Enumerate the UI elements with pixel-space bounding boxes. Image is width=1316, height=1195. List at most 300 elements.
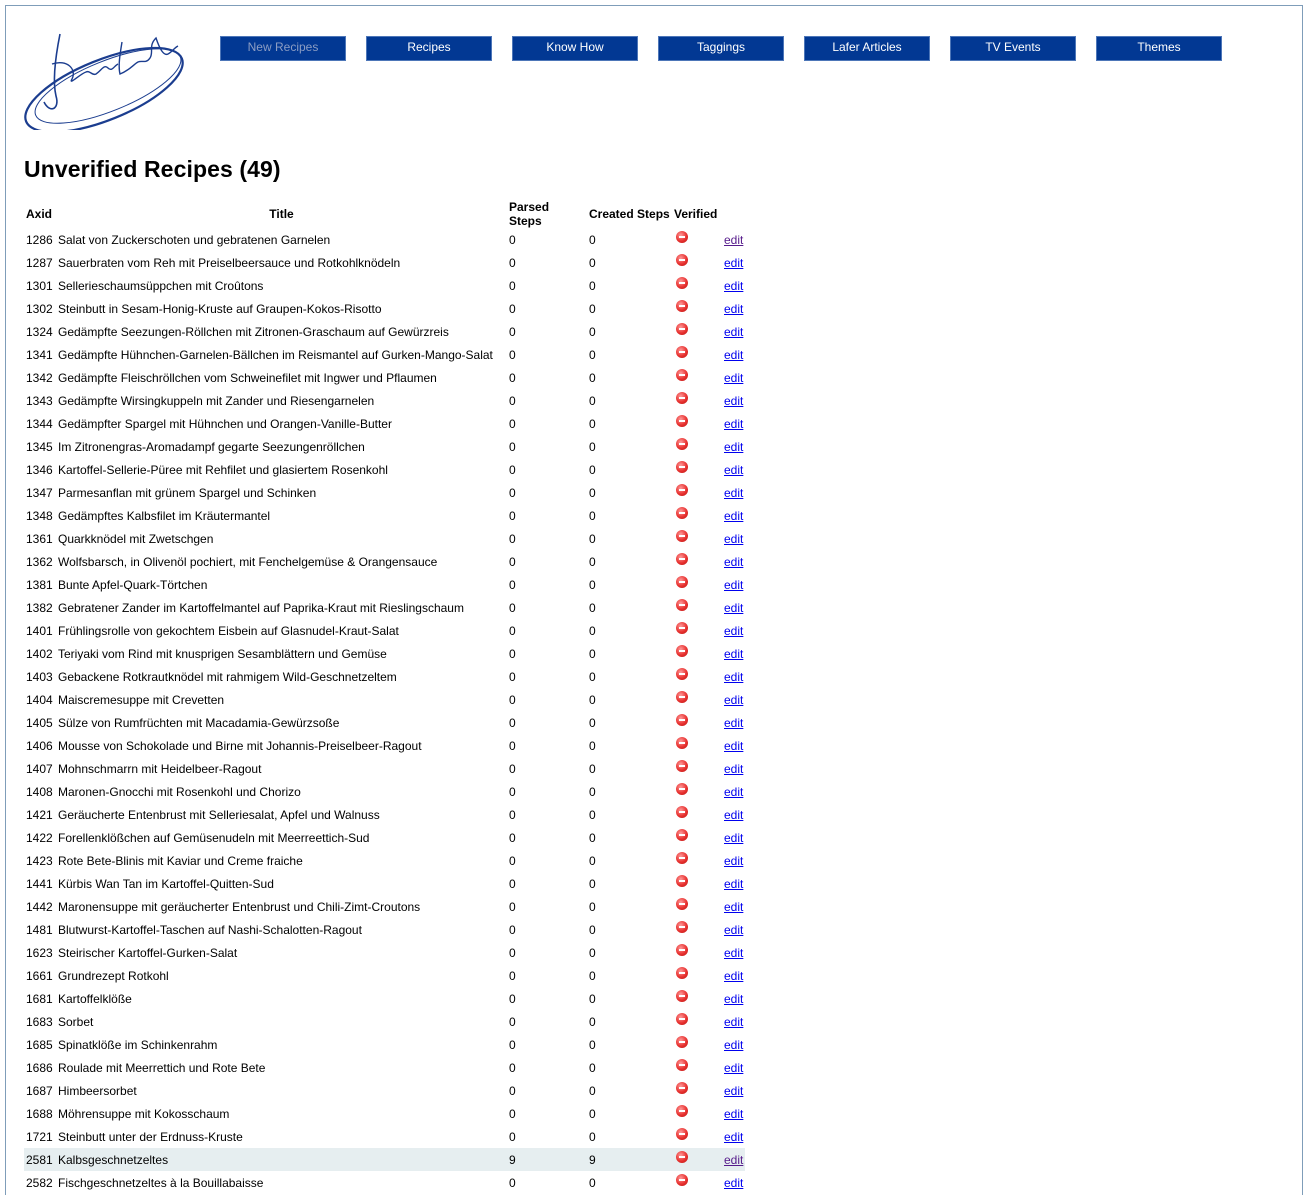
cell-parsed-steps: 0	[509, 899, 516, 914]
edit-link[interactable]: edit	[724, 1175, 744, 1190]
cell-title: Sellerieschaumsüppchen mit Croûtons	[58, 278, 264, 293]
not-verified-icon	[676, 300, 688, 312]
cell-verified	[672, 1010, 720, 1033]
cell-axid: 1361	[26, 531, 53, 546]
cell-created-steps: 0	[589, 600, 596, 615]
edit-link[interactable]: edit	[724, 646, 744, 661]
edit-link[interactable]: edit	[724, 1129, 744, 1144]
not-verified-icon	[676, 829, 688, 841]
cell-action	[720, 941, 745, 964]
cell-axid: 1342	[26, 370, 53, 385]
not-verified-icon	[676, 530, 688, 542]
cell-title: Steinbutt in Sesam-Honig-Kruste auf Graupen-Kokos-Risotto	[58, 301, 382, 316]
column-header-title: Title	[269, 207, 294, 221]
cell-verified	[672, 711, 720, 734]
column-header-parsed-steps: Parsed Steps	[509, 200, 550, 228]
cell-created-steps: 0	[589, 508, 596, 523]
cell-parsed-steps: 0	[509, 232, 516, 247]
table-row	[24, 1079, 745, 1102]
cell-title: Maiscremesuppe mit Crevetten	[58, 692, 225, 707]
cell-created-steps: 0	[589, 416, 596, 431]
edit-link[interactable]: edit	[724, 1106, 744, 1121]
cell-axid: 1345	[26, 439, 53, 454]
cell-parsed-steps: 0	[509, 301, 516, 316]
column-header-actions	[720, 200, 745, 228]
cell-action	[720, 297, 745, 320]
cell-title: Sauerbraten vom Reh mit Preiselbeersauce und Rotkohlknödeln	[58, 255, 401, 270]
cell-title: Maronen-Gnocchi mit Rosenkohl und Chorizo	[58, 784, 301, 799]
not-verified-icon	[676, 990, 688, 1002]
not-verified-icon	[676, 691, 688, 703]
not-verified-icon	[676, 231, 688, 243]
cell-action	[720, 435, 745, 458]
cell-verified	[672, 251, 720, 274]
cell-verified	[672, 780, 720, 803]
cell-created-steps: 0	[589, 899, 596, 914]
cell-title: Gedämpfte Fleischröllchen vom Schweinefilet mit Ingwer und Pflaumen	[58, 370, 437, 385]
table-row	[24, 251, 745, 274]
cell-action	[720, 366, 745, 389]
cell-parsed-steps: 0	[509, 1037, 516, 1052]
table-row	[24, 228, 745, 251]
edit-link[interactable]: edit	[724, 255, 744, 270]
table-row	[24, 1102, 745, 1125]
cell-axid: 1344	[26, 416, 53, 431]
cell-parsed-steps: 0	[509, 462, 516, 477]
not-verified-icon	[676, 1013, 688, 1025]
edit-link[interactable]: edit	[724, 1060, 744, 1075]
cell-verified	[672, 366, 720, 389]
cell-parsed-steps: 0	[509, 876, 516, 891]
cell-created-steps: 0	[589, 945, 596, 960]
edit-link[interactable]: edit	[724, 554, 744, 569]
cell-created-steps: 0	[589, 554, 596, 569]
edit-link[interactable]: edit	[724, 968, 744, 983]
cell-parsed-steps: 0	[509, 508, 516, 523]
edit-link[interactable]: edit	[724, 370, 744, 385]
cell-verified	[672, 987, 720, 1010]
cell-verified	[672, 665, 720, 688]
cell-verified	[672, 596, 720, 619]
edit-link[interactable]: edit	[724, 485, 744, 500]
nav-taggings[interactable]: Taggings	[658, 36, 784, 61]
cell-created-steps: 0	[589, 991, 596, 1006]
cell-verified	[672, 504, 720, 527]
cell-parsed-steps: 0	[509, 1060, 516, 1075]
cell-axid: 1422	[26, 830, 53, 845]
cell-parsed-steps: 0	[509, 255, 516, 270]
table-row	[24, 941, 745, 964]
table-row	[24, 412, 745, 435]
cell-axid: 1408	[26, 784, 53, 799]
edit-link[interactable]: edit	[724, 738, 744, 753]
cell-action	[720, 872, 745, 895]
cell-created-steps: 0	[589, 646, 596, 661]
table-row	[24, 274, 745, 297]
cell-created-steps: 0	[589, 1175, 596, 1190]
not-verified-icon	[676, 1059, 688, 1071]
cell-created-steps: 0	[589, 370, 596, 385]
cell-verified	[672, 849, 720, 872]
cell-created-steps: 0	[589, 1129, 596, 1144]
cell-verified	[672, 389, 720, 412]
edit-link[interactable]: edit	[724, 922, 744, 937]
edit-link[interactable]: edit	[724, 899, 744, 914]
cell-title: Kalbsgeschnetzeltes	[56, 1148, 507, 1171]
table-row	[24, 435, 745, 458]
table-row	[24, 1056, 745, 1079]
cell-verified	[672, 757, 720, 780]
cell-axid: 1324	[26, 324, 53, 339]
cell-title: Maronensuppe mit geräucherter Entenbrust und Chili-Zimt-Croutons	[58, 899, 421, 914]
not-verified-icon	[676, 898, 688, 910]
cell-axid: 1402	[26, 646, 53, 661]
cell-parsed-steps: 0	[509, 577, 516, 592]
cell-parsed-steps: 0	[509, 324, 516, 339]
cell-verified	[672, 734, 720, 757]
cell-action	[720, 1056, 745, 1079]
cell-title: Gedämpfte Seezungen-Röllchen mit Zitronen-Graschaum auf Gewürzreis	[58, 324, 449, 339]
cell-created-steps: 0	[589, 232, 596, 247]
edit-link[interactable]: edit	[724, 462, 744, 477]
edit-link[interactable]: edit	[724, 945, 744, 960]
cell-parsed-steps: 0	[509, 784, 516, 799]
table-row	[24, 550, 745, 573]
cell-axid: 1441	[26, 876, 53, 891]
not-verified-icon	[676, 622, 688, 634]
edit-link[interactable]: edit	[724, 807, 744, 822]
not-verified-icon	[676, 507, 688, 519]
cell-parsed-steps: 0	[509, 623, 516, 638]
cell-action	[720, 389, 745, 412]
cell-axid: 1687	[26, 1083, 53, 1098]
cell-title: Kürbis Wan Tan im Kartoffel-Quitten-Sud	[58, 876, 274, 891]
cell-action	[720, 1125, 745, 1148]
edit-link[interactable]: edit	[724, 324, 744, 339]
cell-created-steps: 0	[589, 1014, 596, 1029]
edit-link[interactable]: edit	[724, 715, 744, 730]
edit-link[interactable]: edit	[724, 669, 744, 684]
cell-action	[720, 642, 745, 665]
cell-parsed-steps: 0	[509, 761, 516, 776]
not-verified-icon	[676, 737, 688, 749]
cell-axid: 1287	[26, 255, 53, 270]
not-verified-icon	[676, 944, 688, 956]
table-row	[24, 642, 745, 665]
cell-title: Sorbet	[58, 1014, 94, 1029]
table-row	[24, 1010, 745, 1033]
cell-axid: 1401	[26, 623, 53, 638]
cell-parsed-steps: 0	[509, 278, 516, 293]
cell-verified	[672, 1125, 720, 1148]
cell-parsed-steps: 0	[509, 1129, 516, 1144]
table-row	[24, 895, 745, 918]
cell-axid: 1301	[26, 278, 53, 293]
cell-created-steps: 0	[589, 876, 596, 891]
edit-link[interactable]: edit	[724, 784, 744, 799]
not-verified-icon	[676, 783, 688, 795]
cell-verified	[672, 435, 720, 458]
cell-axid: 1405	[26, 715, 53, 730]
cell-axid: 1403	[26, 669, 53, 684]
cell-axid: 1343	[26, 393, 53, 408]
cell-action	[720, 1010, 745, 1033]
cell-created-steps: 0	[589, 1037, 596, 1052]
johann-lafer-signature-logo[interactable]	[22, 24, 192, 130]
cell-axid: 1302	[26, 301, 53, 316]
table-row	[24, 711, 745, 734]
not-verified-icon	[676, 875, 688, 887]
edit-link[interactable]: edit	[724, 577, 744, 592]
cell-created-steps: 0	[589, 738, 596, 753]
not-verified-icon	[676, 415, 688, 427]
cell-verified	[672, 297, 720, 320]
cell-action	[720, 688, 745, 711]
cell-axid: 1406	[26, 738, 53, 753]
edit-link[interactable]: edit	[724, 991, 744, 1006]
table-row	[24, 826, 745, 849]
cell-title: Im Zitronengras-Aromadampf gegarte Seezungenröllchen	[58, 439, 365, 454]
cell-title: Gedämpftes Kalbsfilet im Kräutermantel	[58, 508, 271, 523]
cell-parsed-steps: 0	[509, 439, 516, 454]
cell-parsed-steps: 0	[509, 416, 516, 431]
cell-parsed-steps: 0	[509, 370, 516, 385]
edit-link[interactable]: edit	[724, 1037, 744, 1052]
cell-action	[720, 803, 745, 826]
cell-created-steps: 0	[589, 531, 596, 546]
cell-axid: 1685	[26, 1037, 53, 1052]
edit-link[interactable]: edit	[724, 416, 744, 431]
not-verified-icon	[676, 277, 688, 289]
cell-created-steps: 0	[589, 715, 596, 730]
not-verified-icon	[676, 1151, 688, 1163]
cell-parsed-steps: 0	[509, 715, 516, 730]
table-row	[24, 343, 745, 366]
column-header-created-steps: Created Steps	[589, 207, 670, 221]
not-verified-icon	[676, 1174, 688, 1186]
cell-action	[720, 665, 745, 688]
cell-verified	[672, 688, 720, 711]
table-row	[24, 481, 745, 504]
cell-parsed-steps: 0	[509, 692, 516, 707]
table-body	[24, 228, 745, 1194]
table-header-row	[24, 200, 745, 228]
cell-parsed-steps: 0	[509, 646, 516, 661]
cell-title: Gedämpfter Spargel mit Hühnchen und Orangen-Vanille-Butter	[58, 416, 392, 431]
edit-link[interactable]: edit	[724, 1152, 744, 1167]
edit-link[interactable]: edit	[724, 531, 744, 546]
cell-action	[720, 596, 745, 619]
cell-action	[720, 251, 745, 274]
nav-lafer-articles[interactable]: Lafer Articles	[804, 36, 930, 61]
table-row	[24, 619, 745, 642]
cell-axid: 1686	[26, 1060, 53, 1075]
table-row	[24, 872, 745, 895]
cell-verified	[672, 527, 720, 550]
cell-parsed-steps: 0	[509, 807, 516, 822]
table-row	[24, 1125, 745, 1148]
cell-created-steps: 9	[587, 1148, 672, 1171]
cell-title: Kartoffel-Sellerie-Püree mit Rehfilet und glasiertem Rosenkohl	[58, 462, 388, 477]
cell-verified	[672, 619, 720, 642]
cell-axid: 1286	[26, 232, 53, 247]
edit-link[interactable]: edit	[724, 830, 744, 845]
edit-link[interactable]: edit	[724, 876, 744, 891]
not-verified-icon	[676, 714, 688, 726]
cell-parsed-steps: 0	[509, 554, 516, 569]
edit-link[interactable]: edit	[724, 761, 744, 776]
edit-link[interactable]: edit	[724, 301, 744, 316]
cell-axid: 1347	[26, 485, 53, 500]
cell-parsed-steps: 0	[509, 968, 516, 983]
cell-action	[720, 987, 745, 1010]
cell-created-steps: 0	[589, 807, 596, 822]
cell-title: Frühlingsrolle von gekochtem Eisbein auf Glasnudel-Kraut-Salat	[58, 623, 399, 638]
cell-action	[720, 228, 745, 251]
cell-action	[720, 412, 745, 435]
edit-link[interactable]: edit	[724, 1083, 744, 1098]
cell-created-steps: 0	[589, 462, 596, 477]
cell-verified	[672, 458, 720, 481]
edit-link[interactable]: edit	[724, 853, 744, 868]
cell-parsed-steps: 0	[509, 669, 516, 684]
cell-axid: 1346	[26, 462, 53, 477]
nav-tv-events[interactable]: TV Events	[950, 36, 1076, 61]
not-verified-icon	[676, 484, 688, 496]
cell-title: Steirischer Kartoffel-Gurken-Salat	[58, 945, 238, 960]
edit-link[interactable]: edit	[724, 692, 744, 707]
cell-action	[720, 1171, 745, 1194]
cell-verified	[672, 1056, 720, 1079]
cell-created-steps: 0	[589, 301, 596, 316]
cell-title: Blutwurst-Kartoffel-Taschen auf Nashi-Schalotten-Ragout	[58, 922, 362, 937]
cell-axid: 1348	[26, 508, 53, 523]
cell-created-steps: 0	[589, 853, 596, 868]
cell-verified	[672, 918, 720, 941]
nav-new-recipes[interactable]: New Recipes	[220, 36, 346, 61]
cell-title: Forellenklößchen auf Gemüsenudeln mit Meerreettich-Sud	[58, 830, 370, 845]
cell-title: Spinatklöße im Schinkenrahm	[58, 1037, 218, 1052]
cell-axid: 2581	[24, 1148, 56, 1171]
not-verified-icon	[676, 599, 688, 611]
cell-parsed-steps: 0	[509, 853, 516, 868]
table-row	[24, 1148, 745, 1171]
cell-title: Fischgeschnetzeltes à la Bouillabaisse	[58, 1175, 264, 1190]
edit-link[interactable]: edit	[724, 600, 744, 615]
cell-parsed-steps: 0	[509, 531, 516, 546]
cell-title: Roulade mit Meerrettich und Rote Bete	[58, 1060, 266, 1075]
cell-verified	[672, 872, 720, 895]
cell-verified	[672, 228, 720, 251]
cell-created-steps: 0	[589, 439, 596, 454]
cell-parsed-steps: 0	[509, 1106, 516, 1121]
cell-title: Salat von Zuckerschoten und gebratenen Garnelen	[58, 232, 331, 247]
cell-action	[720, 711, 745, 734]
cell-verified	[672, 803, 720, 826]
cell-parsed-steps: 0	[509, 991, 516, 1006]
cell-title: Teriyaki vom Rind mit knusprigen Sesamblättern und Gemüse	[58, 646, 387, 661]
cell-axid: 1661	[26, 968, 53, 983]
table-row	[24, 734, 745, 757]
cell-created-steps: 0	[589, 761, 596, 776]
cell-action	[720, 918, 745, 941]
not-verified-icon	[676, 668, 688, 680]
table-row	[24, 1033, 745, 1056]
cell-parsed-steps: 0	[509, 830, 516, 845]
edit-link[interactable]: edit	[724, 278, 744, 293]
cell-action	[720, 343, 745, 366]
cell-verified	[672, 550, 720, 573]
edit-link[interactable]: edit	[724, 439, 744, 454]
cell-action	[720, 1079, 745, 1102]
cell-verified	[672, 481, 720, 504]
edit-link[interactable]: edit	[724, 623, 744, 638]
cell-verified	[672, 895, 720, 918]
cell-axid: 1688	[26, 1106, 53, 1121]
cell-verified	[672, 964, 720, 987]
cell-parsed-steps: 0	[509, 393, 516, 408]
nav-themes[interactable]: Themes	[1096, 36, 1222, 61]
table-row	[24, 918, 745, 941]
table-row	[24, 665, 745, 688]
edit-link[interactable]: edit	[724, 393, 744, 408]
nav-recipes[interactable]: Recipes	[366, 36, 492, 61]
table-row	[24, 389, 745, 412]
cell-created-steps: 0	[589, 577, 596, 592]
cell-created-steps: 0	[589, 830, 596, 845]
cell-parsed-steps: 0	[509, 1014, 516, 1029]
table-row	[24, 757, 745, 780]
cell-parsed-steps: 0	[509, 738, 516, 753]
edit-link[interactable]: edit	[724, 1014, 744, 1029]
cell-axid: 1442	[26, 899, 53, 914]
cell-action	[720, 849, 745, 872]
cell-verified	[672, 573, 720, 596]
edit-link[interactable]: edit	[724, 508, 744, 523]
cell-axid: 1362	[26, 554, 53, 569]
cell-verified	[672, 412, 720, 435]
not-verified-icon	[676, 1105, 688, 1117]
cell-title: Mohnschmarrn mit Heidelbeer-Ragout	[58, 761, 262, 776]
edit-link[interactable]: edit	[724, 347, 744, 362]
not-verified-icon	[676, 254, 688, 266]
edit-link[interactable]: edit	[724, 232, 744, 247]
cell-parsed-steps: 0	[509, 1175, 516, 1190]
cell-created-steps: 0	[589, 1083, 596, 1098]
cell-parsed-steps: 0	[509, 600, 516, 615]
not-verified-icon	[676, 921, 688, 933]
nav-know-how[interactable]: Know How	[512, 36, 638, 61]
cell-title: Grundrezept Rotkohl	[58, 968, 169, 983]
cell-action	[720, 320, 745, 343]
cell-title: Gebratener Zander im Kartoffelmantel auf Paprika-Kraut mit Rieslingschaum	[58, 600, 464, 615]
table-row	[24, 320, 745, 343]
cell-parsed-steps: 0	[509, 922, 516, 937]
not-verified-icon	[676, 576, 688, 588]
cell-verified	[672, 1148, 720, 1171]
table-row	[24, 849, 745, 872]
page-title: Unverified Recipes (49)	[24, 156, 281, 182]
table-row	[24, 596, 745, 619]
cell-action	[720, 1033, 745, 1056]
cell-verified	[672, 1171, 720, 1194]
cell-action	[720, 895, 745, 918]
cell-title: Wolfsbarsch, in Olivenöl pochiert, mit Fenchelgemüse & Orangensauce	[58, 554, 438, 569]
cell-axid: 1404	[26, 692, 53, 707]
cell-parsed-steps: 0	[509, 1083, 516, 1098]
cell-action	[720, 550, 745, 573]
cell-title: Mousse von Schokolade und Birne mit Johannis-Preiselbeer-Ragout	[58, 738, 422, 753]
